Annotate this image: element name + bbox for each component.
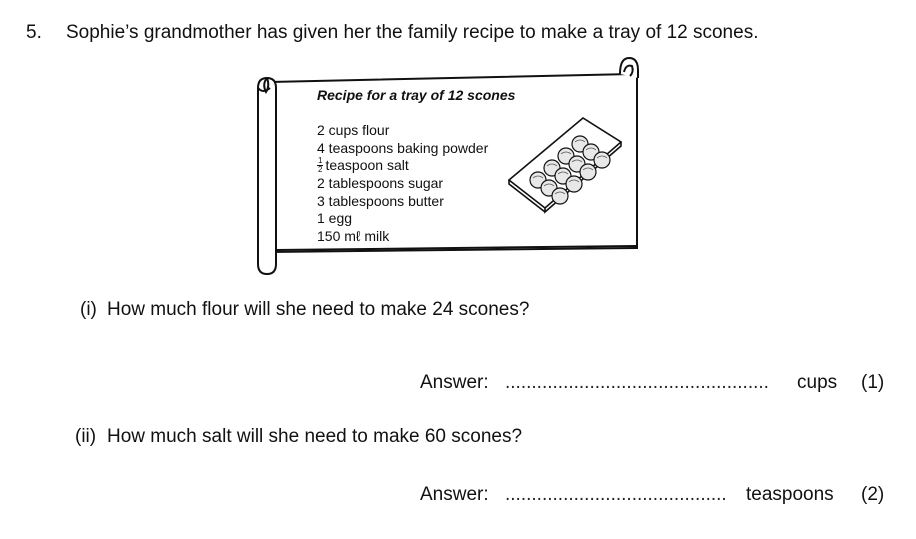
ingredient-butter: 3 tablespoons butter [317,192,444,209]
part-i-answer-label: Answer: [420,372,489,393]
salt-fraction [317,157,323,174]
fraction-denominator: 2 [318,164,323,174]
question-text: Sophie’s grandmother has given her the family recipe to make a tray of 12 scones. [66,22,759,43]
ingredient-salt [317,157,488,175]
question-number: 5. [26,22,42,43]
ingredient-salt-label: teaspoon salt [325,157,409,174]
ingredient-list [317,122,488,245]
part-ii-answer-label: Answer: [420,484,489,505]
ingredient-milk: 150 mℓ milk [317,227,390,244]
part-ii-marks: (2) [861,484,885,505]
part-ii-answer-line[interactable]: .......................................... [505,484,727,505]
part-ii-question: How much salt will she need to make 60 scones? [107,426,523,447]
part-i-unit: cups [797,372,838,393]
scone-tray-icon [505,108,625,218]
part-i-answer-line[interactable]: .................................................. [505,372,769,393]
ingredient-sugar: 2 tablespoons sugar [317,174,444,191]
ingredient-egg: 1 egg [317,210,353,227]
part-ii-unit: teaspoons [746,484,834,505]
ingredient-baking-powder: 4 teaspoons baking powder [317,139,489,156]
part-ii-label: (ii) [75,426,97,447]
ingredient-flour: 2 cups flour [317,122,390,138]
recipe-title: Recipe for a tray of 12 scones [317,87,516,103]
part-i-question: How much flour will she need to make 24 scones? [107,299,530,320]
part-i-marks: (1) [861,372,885,393]
fraction-numerator: 1 [318,155,323,165]
part-i-label: (i) [80,299,97,320]
